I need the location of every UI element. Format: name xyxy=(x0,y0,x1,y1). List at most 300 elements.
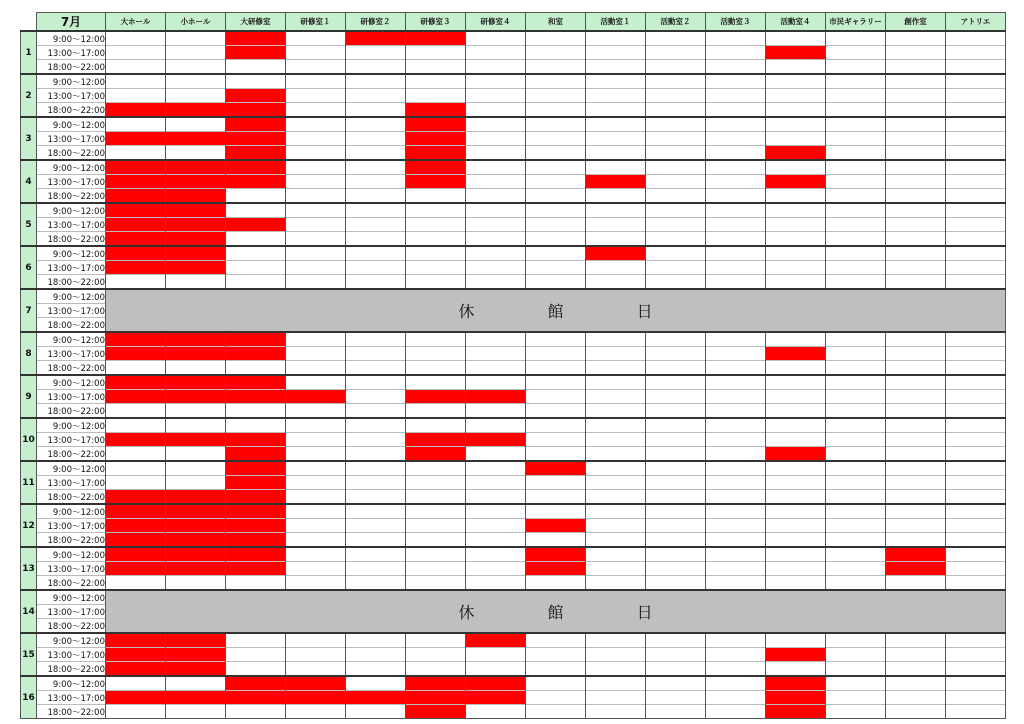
available-cell[interactable] xyxy=(886,504,946,519)
available-cell[interactable] xyxy=(646,519,706,533)
available-cell[interactable] xyxy=(706,347,766,361)
available-cell[interactable] xyxy=(466,662,526,677)
available-cell[interactable] xyxy=(346,218,406,232)
available-cell[interactable] xyxy=(466,132,526,146)
available-cell[interactable] xyxy=(346,232,406,247)
available-cell[interactable] xyxy=(946,232,1006,247)
available-cell[interactable] xyxy=(346,103,406,118)
available-cell[interactable] xyxy=(766,418,826,433)
available-cell[interactable] xyxy=(826,562,886,576)
booked-cell[interactable] xyxy=(166,662,226,677)
available-cell[interactable] xyxy=(346,146,406,161)
booked-cell[interactable] xyxy=(406,160,466,175)
available-cell[interactable] xyxy=(766,547,826,562)
booked-cell[interactable] xyxy=(106,648,166,662)
available-cell[interactable] xyxy=(886,361,946,376)
available-cell[interactable] xyxy=(346,490,406,505)
available-cell[interactable] xyxy=(886,103,946,118)
available-cell[interactable] xyxy=(766,562,826,576)
available-cell[interactable] xyxy=(286,576,346,591)
available-cell[interactable] xyxy=(346,461,406,476)
available-cell[interactable] xyxy=(346,633,406,648)
available-cell[interactable] xyxy=(826,504,886,519)
available-cell[interactable] xyxy=(946,160,1006,175)
available-cell[interactable] xyxy=(706,218,766,232)
available-cell[interactable] xyxy=(526,676,586,691)
available-cell[interactable] xyxy=(766,504,826,519)
available-cell[interactable] xyxy=(286,504,346,519)
available-cell[interactable] xyxy=(766,519,826,533)
available-cell[interactable] xyxy=(466,547,526,562)
available-cell[interactable] xyxy=(346,648,406,662)
available-cell[interactable] xyxy=(646,433,706,447)
available-cell[interactable] xyxy=(106,705,166,719)
available-cell[interactable] xyxy=(946,633,1006,648)
available-cell[interactable] xyxy=(346,404,406,419)
available-cell[interactable] xyxy=(586,547,646,562)
available-cell[interactable] xyxy=(286,275,346,290)
available-cell[interactable] xyxy=(946,31,1006,46)
available-cell[interactable] xyxy=(886,74,946,89)
booked-cell[interactable] xyxy=(406,146,466,161)
available-cell[interactable] xyxy=(886,390,946,404)
available-cell[interactable] xyxy=(586,519,646,533)
available-cell[interactable] xyxy=(886,662,946,677)
available-cell[interactable] xyxy=(586,633,646,648)
available-cell[interactable] xyxy=(706,504,766,519)
available-cell[interactable] xyxy=(706,519,766,533)
available-cell[interactable] xyxy=(646,332,706,347)
booked-cell[interactable] xyxy=(106,433,166,447)
available-cell[interactable] xyxy=(706,547,766,562)
available-cell[interactable] xyxy=(886,203,946,218)
available-cell[interactable] xyxy=(286,246,346,261)
booked-cell[interactable] xyxy=(106,175,166,189)
available-cell[interactable] xyxy=(226,203,286,218)
available-cell[interactable] xyxy=(466,232,526,247)
available-cell[interactable] xyxy=(706,117,766,132)
booked-cell[interactable] xyxy=(526,461,586,476)
available-cell[interactable] xyxy=(646,648,706,662)
available-cell[interactable] xyxy=(286,89,346,103)
available-cell[interactable] xyxy=(346,74,406,89)
booked-cell[interactable] xyxy=(466,691,526,705)
available-cell[interactable] xyxy=(826,332,886,347)
available-cell[interactable] xyxy=(646,103,706,118)
available-cell[interactable] xyxy=(826,246,886,261)
available-cell[interactable] xyxy=(346,562,406,576)
available-cell[interactable] xyxy=(586,189,646,204)
available-cell[interactable] xyxy=(946,447,1006,462)
booked-cell[interactable] xyxy=(406,117,466,132)
available-cell[interactable] xyxy=(106,46,166,60)
available-cell[interactable] xyxy=(346,476,406,490)
available-cell[interactable] xyxy=(346,117,406,132)
available-cell[interactable] xyxy=(646,275,706,290)
available-cell[interactable] xyxy=(346,175,406,189)
booked-cell[interactable] xyxy=(286,691,346,705)
available-cell[interactable] xyxy=(526,60,586,75)
booked-cell[interactable] xyxy=(226,476,286,490)
booked-cell[interactable] xyxy=(106,390,166,404)
available-cell[interactable] xyxy=(106,576,166,591)
booked-cell[interactable] xyxy=(106,490,166,505)
available-cell[interactable] xyxy=(706,562,766,576)
available-cell[interactable] xyxy=(946,146,1006,161)
available-cell[interactable] xyxy=(526,246,586,261)
available-cell[interactable] xyxy=(706,175,766,189)
available-cell[interactable] xyxy=(526,490,586,505)
available-cell[interactable] xyxy=(526,46,586,60)
booked-cell[interactable] xyxy=(166,519,226,533)
available-cell[interactable] xyxy=(646,375,706,390)
available-cell[interactable] xyxy=(646,361,706,376)
available-cell[interactable] xyxy=(466,46,526,60)
booked-cell[interactable] xyxy=(226,375,286,390)
available-cell[interactable] xyxy=(226,189,286,204)
available-cell[interactable] xyxy=(466,461,526,476)
available-cell[interactable] xyxy=(826,418,886,433)
available-cell[interactable] xyxy=(406,576,466,591)
available-cell[interactable] xyxy=(406,633,466,648)
booked-cell[interactable] xyxy=(106,203,166,218)
available-cell[interactable] xyxy=(826,676,886,691)
available-cell[interactable] xyxy=(286,633,346,648)
available-cell[interactable] xyxy=(646,132,706,146)
available-cell[interactable] xyxy=(586,705,646,719)
available-cell[interactable] xyxy=(946,132,1006,146)
available-cell[interactable] xyxy=(886,175,946,189)
available-cell[interactable] xyxy=(946,547,1006,562)
available-cell[interactable] xyxy=(586,46,646,60)
available-cell[interactable] xyxy=(286,117,346,132)
booked-cell[interactable] xyxy=(526,562,586,576)
available-cell[interactable] xyxy=(826,203,886,218)
available-cell[interactable] xyxy=(406,361,466,376)
booked-cell[interactable] xyxy=(226,519,286,533)
available-cell[interactable] xyxy=(526,375,586,390)
available-cell[interactable] xyxy=(706,461,766,476)
available-cell[interactable] xyxy=(766,246,826,261)
available-cell[interactable] xyxy=(466,261,526,275)
available-cell[interactable] xyxy=(706,89,766,103)
booked-cell[interactable] xyxy=(106,504,166,519)
available-cell[interactable] xyxy=(766,476,826,490)
booked-cell[interactable] xyxy=(346,31,406,46)
available-cell[interactable] xyxy=(466,375,526,390)
available-cell[interactable] xyxy=(766,461,826,476)
available-cell[interactable] xyxy=(586,476,646,490)
available-cell[interactable] xyxy=(946,347,1006,361)
available-cell[interactable] xyxy=(406,246,466,261)
available-cell[interactable] xyxy=(766,433,826,447)
available-cell[interactable] xyxy=(586,89,646,103)
available-cell[interactable] xyxy=(346,89,406,103)
available-cell[interactable] xyxy=(646,418,706,433)
available-cell[interactable] xyxy=(286,261,346,275)
available-cell[interactable] xyxy=(646,246,706,261)
available-cell[interactable] xyxy=(406,519,466,533)
available-cell[interactable] xyxy=(646,662,706,677)
available-cell[interactable] xyxy=(586,275,646,290)
booked-cell[interactable] xyxy=(166,562,226,576)
available-cell[interactable] xyxy=(106,275,166,290)
available-cell[interactable] xyxy=(826,633,886,648)
booked-cell[interactable] xyxy=(106,232,166,247)
available-cell[interactable] xyxy=(826,533,886,548)
available-cell[interactable] xyxy=(766,218,826,232)
available-cell[interactable] xyxy=(406,461,466,476)
booked-cell[interactable] xyxy=(406,175,466,189)
booked-cell[interactable] xyxy=(226,433,286,447)
available-cell[interactable] xyxy=(826,132,886,146)
available-cell[interactable] xyxy=(586,332,646,347)
available-cell[interactable] xyxy=(946,60,1006,75)
booked-cell[interactable] xyxy=(226,347,286,361)
available-cell[interactable] xyxy=(646,533,706,548)
booked-cell[interactable] xyxy=(766,691,826,705)
available-cell[interactable] xyxy=(466,89,526,103)
available-cell[interactable] xyxy=(706,46,766,60)
available-cell[interactable] xyxy=(346,676,406,691)
available-cell[interactable] xyxy=(586,132,646,146)
booked-cell[interactable] xyxy=(226,146,286,161)
available-cell[interactable] xyxy=(946,662,1006,677)
available-cell[interactable] xyxy=(466,146,526,161)
available-cell[interactable] xyxy=(466,519,526,533)
available-cell[interactable] xyxy=(586,31,646,46)
booked-cell[interactable] xyxy=(586,246,646,261)
available-cell[interactable] xyxy=(106,74,166,89)
available-cell[interactable] xyxy=(886,232,946,247)
available-cell[interactable] xyxy=(406,504,466,519)
available-cell[interactable] xyxy=(286,361,346,376)
booked-cell[interactable] xyxy=(106,132,166,146)
available-cell[interactable] xyxy=(586,447,646,462)
available-cell[interactable] xyxy=(766,74,826,89)
available-cell[interactable] xyxy=(586,461,646,476)
available-cell[interactable] xyxy=(406,275,466,290)
available-cell[interactable] xyxy=(286,160,346,175)
booked-cell[interactable] xyxy=(226,218,286,232)
available-cell[interactable] xyxy=(166,275,226,290)
available-cell[interactable] xyxy=(826,146,886,161)
available-cell[interactable] xyxy=(526,691,586,705)
booked-cell[interactable] xyxy=(106,261,166,275)
booked-cell[interactable] xyxy=(226,160,286,175)
available-cell[interactable] xyxy=(346,390,406,404)
available-cell[interactable] xyxy=(886,476,946,490)
available-cell[interactable] xyxy=(346,533,406,548)
available-cell[interactable] xyxy=(886,404,946,419)
available-cell[interactable] xyxy=(526,504,586,519)
available-cell[interactable] xyxy=(166,461,226,476)
available-cell[interactable] xyxy=(526,404,586,419)
available-cell[interactable] xyxy=(586,691,646,705)
available-cell[interactable] xyxy=(766,404,826,419)
available-cell[interactable] xyxy=(886,146,946,161)
available-cell[interactable] xyxy=(286,533,346,548)
available-cell[interactable] xyxy=(706,404,766,419)
available-cell[interactable] xyxy=(466,160,526,175)
booked-cell[interactable] xyxy=(166,347,226,361)
available-cell[interactable] xyxy=(706,375,766,390)
booked-cell[interactable] xyxy=(226,547,286,562)
available-cell[interactable] xyxy=(646,46,706,60)
available-cell[interactable] xyxy=(946,46,1006,60)
available-cell[interactable] xyxy=(946,89,1006,103)
available-cell[interactable] xyxy=(166,447,226,462)
available-cell[interactable] xyxy=(526,533,586,548)
available-cell[interactable] xyxy=(466,576,526,591)
available-cell[interactable] xyxy=(586,490,646,505)
booked-cell[interactable] xyxy=(166,203,226,218)
booked-cell[interactable] xyxy=(226,132,286,146)
available-cell[interactable] xyxy=(466,476,526,490)
booked-cell[interactable] xyxy=(346,691,406,705)
available-cell[interactable] xyxy=(166,60,226,75)
available-cell[interactable] xyxy=(766,160,826,175)
available-cell[interactable] xyxy=(286,562,346,576)
available-cell[interactable] xyxy=(946,504,1006,519)
booked-cell[interactable] xyxy=(106,562,166,576)
available-cell[interactable] xyxy=(526,74,586,89)
available-cell[interactable] xyxy=(646,218,706,232)
available-cell[interactable] xyxy=(826,547,886,562)
available-cell[interactable] xyxy=(526,160,586,175)
available-cell[interactable] xyxy=(886,160,946,175)
available-cell[interactable] xyxy=(586,576,646,591)
available-cell[interactable] xyxy=(286,146,346,161)
available-cell[interactable] xyxy=(346,504,406,519)
available-cell[interactable] xyxy=(166,418,226,433)
available-cell[interactable] xyxy=(826,31,886,46)
available-cell[interactable] xyxy=(886,218,946,232)
booked-cell[interactable] xyxy=(106,519,166,533)
booked-cell[interactable] xyxy=(106,246,166,261)
available-cell[interactable] xyxy=(706,691,766,705)
available-cell[interactable] xyxy=(466,490,526,505)
available-cell[interactable] xyxy=(706,533,766,548)
available-cell[interactable] xyxy=(166,404,226,419)
available-cell[interactable] xyxy=(106,60,166,75)
available-cell[interactable] xyxy=(946,218,1006,232)
available-cell[interactable] xyxy=(646,175,706,189)
booked-cell[interactable] xyxy=(226,490,286,505)
available-cell[interactable] xyxy=(886,576,946,591)
available-cell[interactable] xyxy=(526,232,586,247)
available-cell[interactable] xyxy=(706,676,766,691)
available-cell[interactable] xyxy=(466,275,526,290)
available-cell[interactable] xyxy=(346,347,406,361)
available-cell[interactable] xyxy=(466,533,526,548)
booked-cell[interactable] xyxy=(466,676,526,691)
available-cell[interactable] xyxy=(826,404,886,419)
available-cell[interactable] xyxy=(286,404,346,419)
available-cell[interactable] xyxy=(586,146,646,161)
available-cell[interactable] xyxy=(346,332,406,347)
available-cell[interactable] xyxy=(346,160,406,175)
available-cell[interactable] xyxy=(826,361,886,376)
available-cell[interactable] xyxy=(706,232,766,247)
available-cell[interactable] xyxy=(526,175,586,189)
available-cell[interactable] xyxy=(586,103,646,118)
booked-cell[interactable] xyxy=(226,504,286,519)
available-cell[interactable] xyxy=(646,562,706,576)
available-cell[interactable] xyxy=(586,261,646,275)
available-cell[interactable] xyxy=(946,533,1006,548)
available-cell[interactable] xyxy=(466,447,526,462)
available-cell[interactable] xyxy=(766,89,826,103)
available-cell[interactable] xyxy=(766,60,826,75)
available-cell[interactable] xyxy=(346,447,406,462)
available-cell[interactable] xyxy=(166,676,226,691)
available-cell[interactable] xyxy=(646,31,706,46)
available-cell[interactable] xyxy=(946,332,1006,347)
available-cell[interactable] xyxy=(946,203,1006,218)
available-cell[interactable] xyxy=(886,433,946,447)
available-cell[interactable] xyxy=(466,189,526,204)
available-cell[interactable] xyxy=(526,390,586,404)
available-cell[interactable] xyxy=(646,547,706,562)
available-cell[interactable] xyxy=(826,89,886,103)
available-cell[interactable] xyxy=(766,490,826,505)
available-cell[interactable] xyxy=(406,375,466,390)
available-cell[interactable] xyxy=(466,117,526,132)
available-cell[interactable] xyxy=(466,347,526,361)
available-cell[interactable] xyxy=(706,275,766,290)
available-cell[interactable] xyxy=(406,203,466,218)
available-cell[interactable] xyxy=(106,31,166,46)
available-cell[interactable] xyxy=(586,375,646,390)
available-cell[interactable] xyxy=(646,189,706,204)
available-cell[interactable] xyxy=(526,103,586,118)
available-cell[interactable] xyxy=(886,676,946,691)
available-cell[interactable] xyxy=(886,117,946,132)
available-cell[interactable] xyxy=(886,533,946,548)
available-cell[interactable] xyxy=(226,418,286,433)
available-cell[interactable] xyxy=(466,648,526,662)
available-cell[interactable] xyxy=(286,490,346,505)
available-cell[interactable] xyxy=(286,375,346,390)
available-cell[interactable] xyxy=(286,203,346,218)
available-cell[interactable] xyxy=(706,332,766,347)
available-cell[interactable] xyxy=(166,46,226,60)
available-cell[interactable] xyxy=(526,332,586,347)
booked-cell[interactable] xyxy=(226,117,286,132)
available-cell[interactable] xyxy=(166,146,226,161)
booked-cell[interactable] xyxy=(886,547,946,562)
available-cell[interactable] xyxy=(646,60,706,75)
available-cell[interactable] xyxy=(406,74,466,89)
booked-cell[interactable] xyxy=(166,246,226,261)
booked-cell[interactable] xyxy=(166,160,226,175)
available-cell[interactable] xyxy=(406,232,466,247)
available-cell[interactable] xyxy=(166,476,226,490)
available-cell[interactable] xyxy=(346,46,406,60)
available-cell[interactable] xyxy=(946,189,1006,204)
available-cell[interactable] xyxy=(466,418,526,433)
available-cell[interactable] xyxy=(826,447,886,462)
available-cell[interactable] xyxy=(646,461,706,476)
available-cell[interactable] xyxy=(766,117,826,132)
available-cell[interactable] xyxy=(466,218,526,232)
available-cell[interactable] xyxy=(946,476,1006,490)
available-cell[interactable] xyxy=(466,103,526,118)
available-cell[interactable] xyxy=(346,375,406,390)
available-cell[interactable] xyxy=(946,261,1006,275)
available-cell[interactable] xyxy=(706,160,766,175)
